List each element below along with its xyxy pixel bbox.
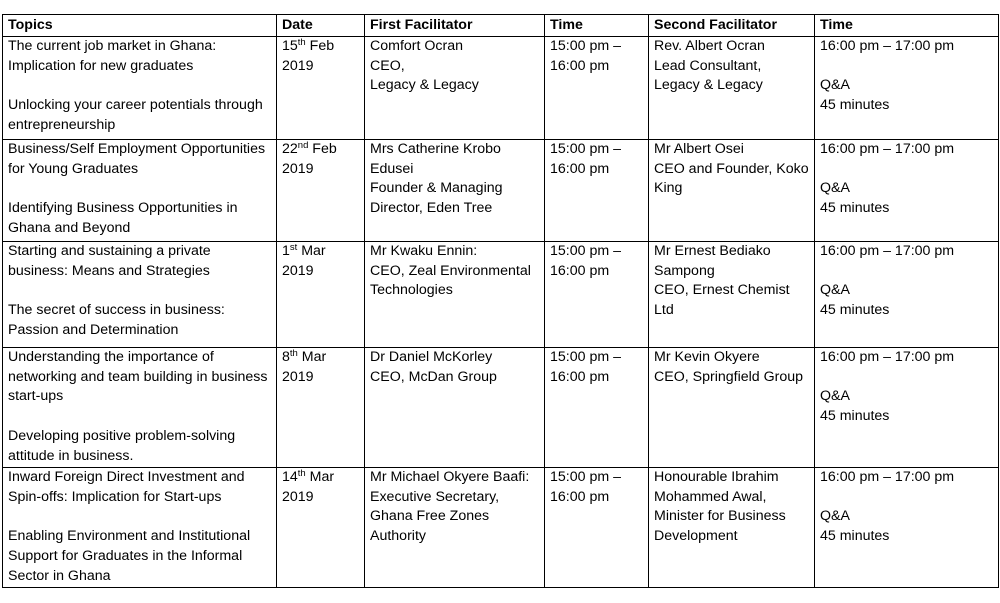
header-time: Time xyxy=(545,15,649,37)
date-rest: Feb 2019 xyxy=(282,140,337,177)
header-time: Time xyxy=(815,15,999,37)
table-row xyxy=(3,241,999,347)
header-date: Date xyxy=(277,15,365,37)
time-cell: 16:00 pm – 17:00 pm Q&A 45 minutes xyxy=(815,139,999,241)
topics-cell: Understanding the importance of networking and team building in business start-ups Developing positive problem-solving attitude in business. xyxy=(3,347,277,467)
date-cell xyxy=(277,347,365,467)
second-facilitator-cell: Mr Kevin Okyere CEO, Springfield Group xyxy=(649,347,815,467)
table-row xyxy=(3,139,999,241)
date-cell xyxy=(277,467,365,587)
first-facilitator-cell: Dr Daniel McKorley CEO, McDan Group xyxy=(365,347,545,467)
second-facilitator-cell: Rev. Albert Ocran Lead Consultant, Legacy & Legacy xyxy=(649,36,815,139)
date-suffix: th xyxy=(297,467,306,479)
time-cell: 15:00 pm – 16:00 pm xyxy=(545,467,649,587)
date-day: 22 xyxy=(282,140,298,157)
date-cell xyxy=(277,36,365,139)
topics-cell: Business/Self Employment Opportunities for Young Graduates Identifying Business Opportunities in Ghana and Beyond xyxy=(3,139,277,241)
topics-cell: The current job market in Ghana: Implication for new graduates Unlocking your career potentials through entrepreneurship xyxy=(3,36,277,139)
time-cell: 16:00 pm – 17:00 pm Q&A 45 minutes xyxy=(815,241,999,347)
schedule-table xyxy=(2,14,999,588)
date-cell xyxy=(277,139,365,241)
date-suffix: st xyxy=(289,241,298,253)
table-row xyxy=(3,467,999,587)
table-row xyxy=(3,347,999,467)
second-facilitator-cell: Mr Albert Osei CEO and Founder, Koko King xyxy=(649,139,815,241)
time-cell: 15:00 pm – 16:00 pm xyxy=(545,347,649,467)
header-second-facilitator: Second Facilitator xyxy=(649,15,815,37)
first-facilitator-cell: Mr Kwaku Ennin: CEO, Zeal Environmental Technologies xyxy=(365,241,545,347)
second-facilitator-cell: Honourable Ibrahim Mohammed Awal, Minister for Business Development xyxy=(649,467,815,587)
time-cell: 16:00 pm – 17:00 pm Q&A 45 minutes xyxy=(815,347,999,467)
time-cell: 15:00 pm – 16:00 pm xyxy=(545,241,649,347)
first-facilitator-cell: Mr Michael Okyere Baafi: Executive Secretary, Ghana Free Zones Authority xyxy=(365,467,545,587)
table-header-row xyxy=(3,15,999,37)
date-day: 8 xyxy=(282,348,290,365)
topics-cell: Starting and sustaining a private business: Means and Strategies The secret of success in business: Passion and Determination xyxy=(3,241,277,347)
date-suffix: th xyxy=(297,36,306,48)
date-day: 15 xyxy=(282,37,298,54)
time-cell: 16:00 pm – 17:00 pm Q&A 45 minutes xyxy=(815,36,999,139)
date-day: 1 xyxy=(282,242,290,259)
date-cell xyxy=(277,241,365,347)
date-suffix: nd xyxy=(297,139,309,151)
time-cell: 15:00 pm – 16:00 pm xyxy=(545,139,649,241)
table-row xyxy=(3,36,999,139)
header-first-facilitator: First Facilitator xyxy=(365,15,545,37)
topics-cell: Inward Foreign Direct Investment and Spin-offs: Implication for Start-ups Enabling Environment and Institutional Support for Graduates in the Informal Sector in Ghana xyxy=(3,467,277,587)
date-day: 14 xyxy=(282,468,298,485)
first-facilitator-cell: Mrs Catherine Krobo Edusei Founder & Managing Director, Eden Tree xyxy=(365,139,545,241)
time-cell: 15:00 pm – 16:00 pm xyxy=(545,36,649,139)
time-cell: 16:00 pm – 17:00 pm Q&A 45 minutes xyxy=(815,467,999,587)
date-rest: Mar 2019 xyxy=(282,348,327,385)
date-rest: Mar 2019 xyxy=(282,242,326,279)
date-rest: Feb 2019 xyxy=(282,37,335,74)
second-facilitator-cell: Mr Ernest Bediako Sampong CEO, Ernest Chemist Ltd xyxy=(649,241,815,347)
header-topics: Topics xyxy=(3,15,277,37)
date-suffix: th xyxy=(289,347,298,359)
date-rest: Mar 2019 xyxy=(282,468,335,505)
first-facilitator-cell: Comfort Ocran CEO, Legacy & Legacy xyxy=(365,36,545,139)
